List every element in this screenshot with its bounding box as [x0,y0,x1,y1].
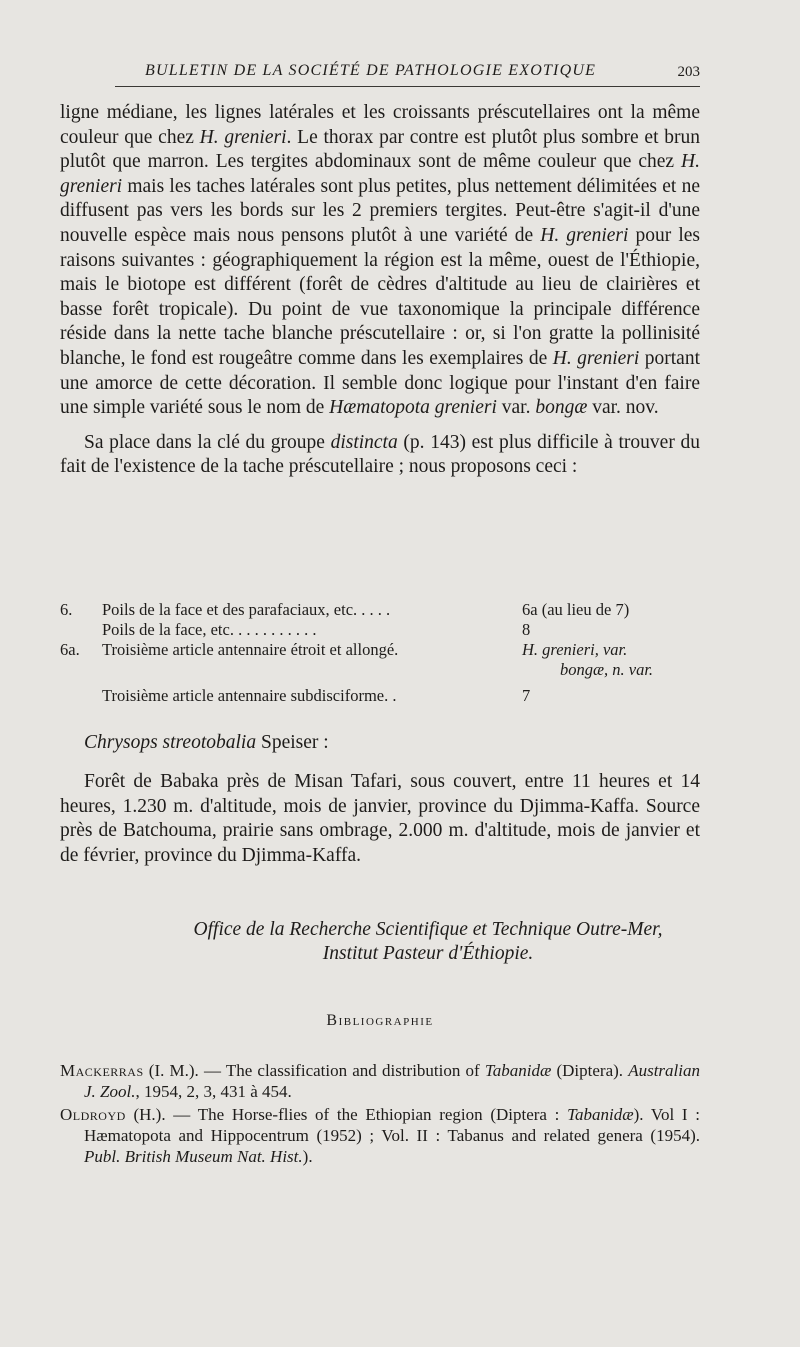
key-row [60,600,700,620]
page-number: 203 [677,64,700,80]
body-text [60,101,700,480]
key-text: Troisième article antennaire subdisciforme. . [102,686,397,705]
identification-key [60,600,700,706]
species-name: H. grenieri [60,151,700,197]
locality-text [60,770,700,868]
reference-author: Mackerras [60,1061,144,1080]
species-author: Speiser : [256,732,329,753]
journal-name: Australian J. Zool. [84,1061,700,1101]
key-row [60,660,700,680]
reference-item [60,1104,700,1167]
key-row [60,640,700,660]
key-destination: 7 [522,686,531,705]
text-run: (I. M.). — The classification and distribution of [143,1061,485,1080]
key-text: Troisième article antennaire étroit et allongé. [102,640,399,659]
key-text: Poils de la face et des parafaciaux, etc. . . . . [102,600,391,619]
journal-name: Publ. British Museum Nat. Hist. [84,1147,303,1166]
key-number: 6. [60,600,73,619]
reference-author: Oldroyd [60,1105,126,1124]
species-name: H. grenieri [199,126,287,148]
text-run: ). [302,1147,313,1166]
key-row [60,686,700,706]
text-run: . Le thorax par contre est plutôt plus sombre et brun plutôt que marron. Les tergites abdominaux sont de même couleur que chez [60,126,701,173]
text-run: ). Vol I : Hæmatopota and Hippocentrum (1952) ; Vol. II : Tabanus and related genera (1954). [84,1105,700,1145]
species-name: H. grenieri [552,347,640,369]
affiliation-line: Office de la Recherche Scientifique et Technique Outre-Mer, [193,919,663,940]
text-run: Sa place dans la clé du groupe [84,431,331,453]
running-head: BULLETIN DE LA SOCIÉTÉ DE PATHOLOGIE EXOTIQUE [145,62,597,79]
species-name: Chrysops streotobalia [84,732,257,753]
text-run: portant une amorce de cette décoration. Il semble donc logique pour l'instant d'en faire une simple variété sous le nom de [60,347,700,419]
affiliation-line: Institut Pasteur d'Éthiopie. [322,943,534,964]
text-run: var. [496,397,536,419]
text-run: pour les raisons suivantes : géographiquement la région est la même, ouest de l'Éthiopie, mais le biotope est différent (forêt de cèdres d'altitude au lieu de clairières et basse forêt tropicale). Du point de vue taxonomique la principale différence réside dans la nette tache blanche préscutellaire : or, si l'on gratte la pollinisité blanche, le fond est rougeâtre comme dans les exemplaires de [60,224,701,369]
key-destination: 6a (au lieu de 7) [522,600,630,619]
key-text: Poils de la face, etc. . . . . . . . . . . [102,620,317,639]
text-run: Tabanidæ [484,1061,552,1080]
species-heading [84,732,329,754]
key-destination: bongæ, n. var. [560,660,654,679]
text-run: (H.). — The Horse-flies of the Ethiopian region (Diptera : [125,1105,568,1124]
page-header [115,62,700,87]
reference-list [60,1060,700,1169]
key-number: 6a. [60,640,80,659]
species-name: H. grenieri [540,224,629,246]
group-name: distincta [330,431,398,453]
paragraph-2 [60,431,700,480]
text-run: var. nov. [587,397,659,419]
key-row [60,620,700,640]
key-destination: H. grenieri, var. [522,640,628,659]
reference-item [60,1060,700,1102]
affiliation [60,918,700,966]
text-run: ligne médiane, les lignes latérales et les croissants préscutellaires ont la même couleur que chez [60,102,700,148]
species-name: bongæ [535,397,588,419]
text-run: (Diptera). [551,1061,629,1080]
text-run: Tabanidæ [567,1105,634,1124]
key-destination: 8 [522,620,531,639]
bibliography-title: Bibliographie [326,1012,434,1029]
species-name: Hæmatopota grenieri [329,397,497,419]
locality-paragraph: Forêt de Babaka près de Misan Tafari, sous couvert, entre 11 heures et 14 heures, 1.230 m. d'altitude, mois de janvier, province du Djimma-Kaffa. Source près de Batchouma, prairie sans ombrage, 2.000 m. d'altitude, mois de janvier et de février, province du Djimma-Kaffa. [60,771,700,866]
text-run: (p. 143) est plus difficile à trouver du fait de l'existence de la tache préscutellaire ; nous proposons ceci : [60,431,700,478]
text-run: , 1954, 2, 3, 431 à 454. [135,1082,292,1101]
text-run: mais les taches latérales sont plus petites, plus nettement délimitées et ne diffusent pas vers les bords sur les 2 premiers tergites. Peut-être s'agit-il d'une nouvelle espèce mais nous pensons plutôt à une variété de [60,175,700,246]
paragraph-1 [60,101,700,421]
